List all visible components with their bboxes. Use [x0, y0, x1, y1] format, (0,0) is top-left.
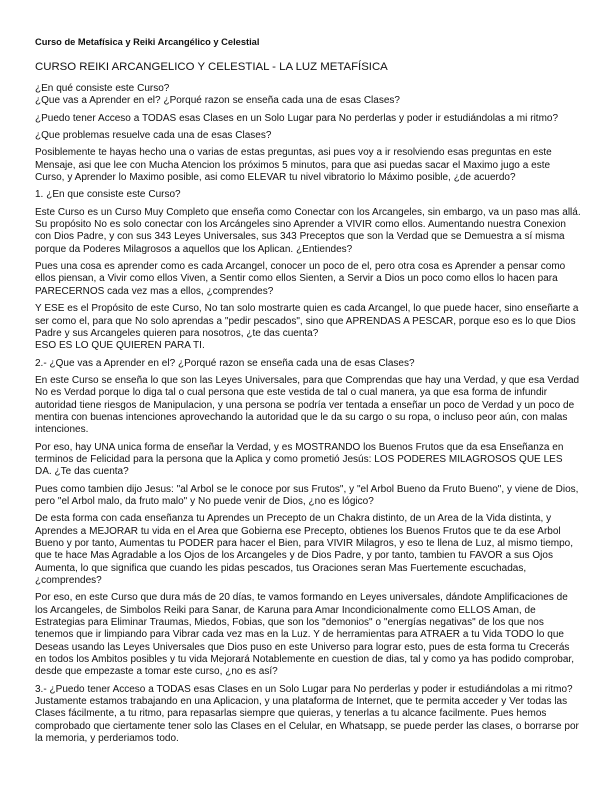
text-line: Y ESE es el Propósito de este Curso, No tan solo mostrarte quien es cada Arcangel, lo que puede hacer, sino enseñarte a ser como el, para que No solo aprendas a "pedir pescados", sino que APRENDAS A PESCAR, porque eso es lo que Dios Padre y sus Arcangeles quieren para nosotros, ¿te das cuenta? [35, 303, 579, 339]
text-line: Por eso, en este Curso que dura más de 20 días, te vamos formando en Leyes universales, dándote Amplificaciones de los Arcangeles, de Simbolos Reiki para Sanar, de Karuna para Amar Incondicionalmente como ELLOS Aman, de Estrategias para Eliminar Traumas, Miedos, Fobias, que son los "demonios" o "energías negativas" de los que nos tenemos que ir limpiando para Vibrar cada vez mas en la Luz. Y de herramientas para ATRAER a tu Vida TODO lo que Deseas usando las Leyes Universales que Dios puso en este Universo para lograr esto, pues de esta forma tu Crecerás en todos los Ambitos posibles y tu vida Mejorará Notablemente en cuestion de dias, tal y como ya has podido comprobar, desde que empezaste a tomar este curso, ¿no es así? [35, 592, 574, 678]
text-line: Pues como tambien dijo Jesus: "al Arbol se le conoce por sus Frutos", y "el Arbol Bueno da Fruto Bueno", y viene de Dios, pero "el Arbol malo, da fruto malo" y No puede venir de Dios, ¿no es lógico? [35, 483, 579, 507]
paragraph [35, 442, 581, 479]
text-line: Justamente estamos trabajando en una Aplicacion, y una plataforma de Internet, que te permita acceder y Ver todas las Clases fácilmente, a tu ritmo, para repasarlas siempre que quieras, y tenerlas a tu alcance facilmente. Pues hemos comprobado que ciertamente tener solo las Clases en el Celular, en Whatsapp, se puede perder las clases, o borrarse por la memoria, y perderiamos todo. [35, 696, 579, 745]
paragraph [35, 484, 581, 509]
paragraph [35, 375, 581, 437]
paragraph [35, 303, 581, 352]
text-line: ¿Que problemas resuelve cada una de esas Clases? [35, 130, 272, 142]
text-line: Por eso, hay UNA unica forma de enseñar la Verdad, y es MOSTRANDO los Buenos Frutos que da esa Enseñanza en terminos de Felicidad para la persona que la Aplica y como prometió Jesús: LOS PODERES MILAGROSOS QUE LES DA. ¿Te das cuenta? [35, 441, 564, 478]
text-line: 2.- ¿Que vas a Aprender en el? ¿Porqué razon se enseña cada una de esas Clases? [35, 357, 415, 369]
paragraph [35, 684, 581, 746]
paragraph [35, 358, 581, 370]
paragraph [35, 513, 581, 587]
paragraph [35, 189, 581, 201]
document-header: Curso de Metafísica y Reiki Arcangélico y Celestial [35, 37, 260, 47]
text-line: En este Curso se enseña lo que son las Leyes Universales, para que Comprendas que hay una Verdad, y que esa Verdad No es Verdad porque lo diga tal o cual persona que este vestida de tal o cual manera, ya que esa forma de infundir autoridad tiene riesgos de Manipulacion, y una persona se podría ver tentada a enseñar un poco de Verdad y un poco de mentira con buenas intenciones aprovechando la autoridad que le da su cargo o su ropa, o incluso peor aún, con malas intenciones. [35, 374, 580, 436]
text-line: De esta forma con cada enseñanza tu Aprendes un Precepto de un Chakra distinto, de un Area de la Vida distinta, y Aprendes a MEJORAR tu vida en el Area que Gobierna ese Precepto, obtienes los Buenos Frutos que te da ese Arbol Bueno y por tanto, Aumentas tu PODER para hacer el Bien, para VIVIR Milagros, y eso te llena de Luz, al mismo tiempo, que te hace Mas Agradable a los Ojos de los Arcangeles y de Dios Padre, y por tanto, tambien tu FAVOR a sus Ojos Aumenta, lo que significa que cuando les pidas pescados, tus Oraciones seran Mas Fuertemente escuchadas, ¿comprendes? [35, 513, 574, 587]
text-line: ESO ES LO QUE QUIEREN PARA TI. [35, 340, 205, 352]
text-line: 1. ¿En que consiste este Curso? [35, 189, 181, 201]
text-line: Posiblemente te hayas hecho una o varias de estas preguntas, asi pues voy a ir resolviendo esas preguntas en este Mensaje, asi que lee con Mucha Atencion los próximos 5 minutos, para que asi puedas sacar el Maximo jugo a este Curso, y Aprender lo Maximo posible, asi como ELEVAR tu nivel vibratorio lo Máximo posible, ¿de acuerdo? [35, 147, 552, 184]
text-line: ¿Puedo tener Acceso a TODAS esas Clases en un Solo Lugar para No perderlas y poder ir estudiándolas a mi ritmo? [35, 112, 559, 124]
paragraph [35, 130, 581, 142]
paragraph [35, 83, 581, 108]
paragraph [35, 592, 581, 678]
paragraph [35, 261, 581, 298]
document-body [35, 83, 581, 746]
text-line: ¿Que vas a Aprender en el? ¿Porqué razon se enseña cada una de esas Clases? [35, 95, 400, 107]
paragraph [35, 207, 581, 256]
document-title: CURSO REIKI ARCANGELICO Y CELESTIAL - LA LUZ METAFÍSICA [35, 61, 388, 73]
text-line: ¿En qué consiste este Curso? [35, 83, 170, 94]
paragraph [35, 147, 581, 184]
text-line: Pues una cosa es aprender como es cada Arcangel, conocer un poco de el, pero otra cosa es Aprender a pensar como ellos piensan, a Vivir como ellos Viven, a Sentir como ellos Sienten, a Servir a Dios un poco como ellos lo hacen para PARECERNOS cada vez mas a ellos, ¿comprendes? [35, 261, 566, 297]
document-content [35, 37, 581, 751]
text-line: 3.- ¿Puedo tener Acceso a TODAS esas Clases en un Solo Lugar para No perderlas y poder ir estudiándolas a mi ritmo? [35, 683, 573, 695]
paragraph [35, 113, 581, 125]
text-line: Este Curso es un Curso Muy Completo que enseña como Conectar con los Arcangeles, sin embargo, va un paso mas allá. Su propósito No es solo conectar con los Arcángeles sino Aprender a VIVIR como ellos. Aumentando nuestra Conexion con Dios Padre, y con sus 343 Leyes Universales, sus 343 Preceptos que son la Verdad que se Demuestra a sí misma porque da Poderes Milagrosos a aquellos que los Aplican. ¿Entiendes? [35, 206, 581, 255]
